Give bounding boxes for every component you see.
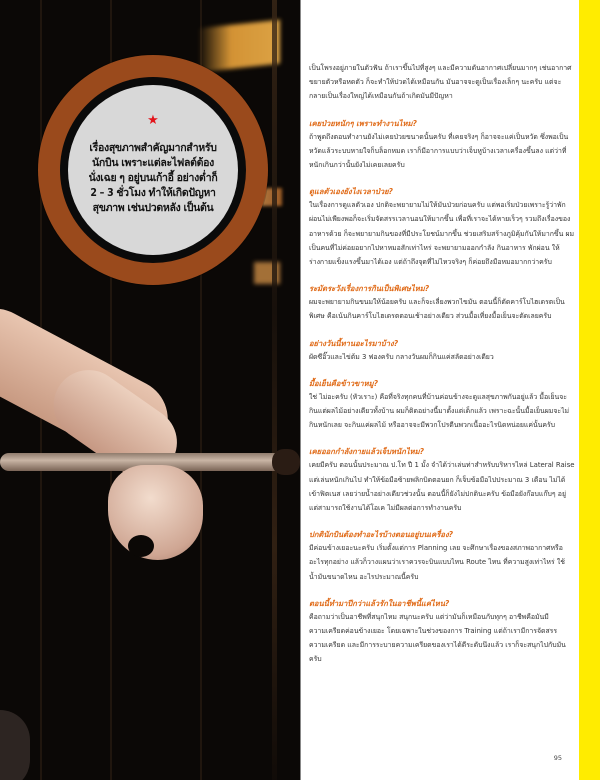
answer-paragraph: ผัดซีอิ๊วและไข่ต้ม 3 ฟองครับ กลางวันผมก็กินแค่สลัดอย่างเดียว (309, 352, 494, 361)
answer-paragraph: ถ้าพูดถึงตอนทำงานยังไม่เคยป่วยขนาดนั้นครับ ที่เคยจริงๆ ก็อาจจะแค่เป็นหวัด ซึ่งพอเป็นหวัดแล้วระบบหายใจก็บล็อกหมด เราก็มีอาการแบบว่าเจ็บหูบ้างเวลาเครื่องขึ้นลง แต่ว่าที่หนักเกินกว่านั้นยังไม่เคยเลยครับ (309, 132, 569, 170)
article-body (309, 61, 575, 667)
question-heading: อย่างวันนี้ทานอะไรมาบ้าง? (309, 338, 399, 348)
answer-paragraph: มีค่อนข้างเยอะนะครับ เริ่มตั้งแต่การ Planning เลย จะศึกษาเรื่องของสภาพอากาศหรืออะไรทุกอย่าง แล้วก็วางแผนว่าเราควรจะบินแบบไหน Route ไหน ที่ความสูงเท่าไหร่ ใช้น้ำมันขนาดไหน อะไรประมาณนี้ครับ (309, 544, 565, 581)
question-heading: ระมัดระวังเรื่องการกินเป็นพิเศษไหม? (309, 284, 430, 294)
answer-paragraph: ในเรื่องการดูแลตัวเอง ปกติจะพยายามไม่ให้มันป่วยก่อนครับ แต่พอเริ่มป่วยเพราะรู้ว่าพักผ่อนไม่เพียงพอก็จะเริ่มจัดสรรเวลานอนให้มากขึ้น เพื่อที่เราจะได้หายเร็วๆ รวมถึงเรื่องของอาหารด้วย ก็จะพยายามกินของที่มีประโยชน์มากขึ้น ช่วยเสริมสร้างภูมิคุ้มกันให้มากขึ้น ผมเป็นคนที่ไม่ค่อยอยากไปหาหมอสักเท่าไหร่ จะพยายามออกกำลัง กินอาหาร พักผ่อน ให้ร่างกายแข็งแรงขึ้นมาได้เอง แต่ถ้าถึงจุดที่ไม่ไหวจริงๆ ก็ค่อยถึงมือหมอมากกว่าครับ (309, 201, 575, 267)
intro-paragraph: เป็นโพรงอยู่ภายในตัวฟัน ถ้าเราขึ้นไปที่สูงๆ และมีความดันอากาศเปลี่ยนมากๆ เช่นอากาศขยายตัวหรือหดตัว ก็จะทำให้ปวดได้เหมือนกัน มันอาจจะดูเป็นเรื่องเล็กๆ นะครับ แต่จะกลายเป็นเรื่องใหญ่ได้เหมือนกันถ้าเกิดมันมีปัญหา (309, 64, 572, 101)
question-heading: ตอนนี้ทำมาปีกว่าแล้วรักในอาชีพนี้แค่ไหน? (309, 598, 450, 608)
shirt (0, 710, 30, 780)
callout-ring (60, 77, 246, 263)
qa-section (309, 185, 575, 269)
qa-section (309, 117, 575, 173)
question-heading: เคยป่วยหนักๆ เพราะทำงานไหม? (309, 118, 417, 128)
qa-section (309, 337, 575, 364)
qa-section (309, 282, 575, 323)
star-icon: ★ (147, 113, 159, 128)
callout-disc (68, 85, 238, 255)
pull-quote-callout (38, 55, 268, 285)
qa-section (309, 445, 575, 515)
qa-section (309, 597, 575, 667)
pole (272, 0, 277, 780)
decorative-yellow-strip (579, 0, 600, 780)
question-heading: ปกตินักบินต้องทำอะไรบ้างตอนอยู่บนเครื่อง? (309, 530, 454, 540)
pull-quote-text: เรื่องสุขภาพสำคัญมากสำหรับนักบิน เพราะแต่ละไฟลต์ต้องนั่งเฉย ๆ อยู่บนเก้าอี้ อย่างต่ำก็ 2 – 3 ชั่วโมง ทำให้เกิดปัญหาสุขภาพ เช่นปวดหลัง เป็นต้น (88, 142, 218, 214)
answer-paragraph: ผมจะพยายามกินขนมให้น้อยครับ และก็จะเลี่ยงพวกไขมัน ตอนนี้ก็ตัดคาร์โบไฮเดรตเป็นพิเศษ คือเน้นกินคาร์โบไฮเดรตตอนเช้าอย่างเดียว ส่วนมื้อเที่ยงมื้อเย็นจะตัดเลยครับ (309, 298, 565, 321)
question-heading: เคยออกกำลังกายแล้วเจ็บหนักไหม? (309, 447, 425, 457)
exercise-bar-grip (272, 449, 300, 475)
answer-paragraph: เคยมีครับ ตอนนั้นประมาณ ป.โท ปี 1 มั้ง จำได้ว่าเล่นท่าสำหรับบริหารไหล่ Lateral Raise แต่เล่นหนักเกินไป ทำให้ข้อมือซ้ายพลิกบิดตอนยก ก็เจ็บข้อมือไปประมาณ 3 เดือน ไม่ได้เข้าฟิตเนส เลยว่ายน้ำอย่างเดียวช่วงนั้น ตอนนี้ก็ยังไม่ปกตินะครับ ข้อมือยังก๊อบแก๊บๆ อยู่ แต่สามารถใช้งานได้โอเค ไม่มีผลต่อการทำงานครับ (309, 461, 575, 513)
page-number: 95 (553, 754, 562, 762)
article-column (300, 0, 580, 780)
hand-shadow (128, 535, 154, 557)
question-heading: มื้อเย็นคือข้าวขาหมู? (309, 378, 379, 388)
background-light (198, 20, 280, 73)
answer-paragraph: ใช่ ไม่อะครับ (หัวเราะ) คือที่จริงทุกคนที่บ้านค่อนข้างจะดูแลสุขภาพกันอยู่แล้ว มื้อเย็นจะกินแต่ผลไม้อย่างเดียวทั้งบ้าน ผมก็ติดอย่างนี้มาตั้งแต่เด็กแล้ว เพราะฉะนั้นมื้อเย็นผมจะไม่กินหนักเลย จะกินแค่ผลไม้ หรืออาจจะมีพวกโปรตีนพวกเนื้ออะไรนิดหน่อยแค่นั้นครับ (309, 392, 570, 430)
qa-section (309, 528, 575, 584)
question-heading: ดูแลตัวเองยังไงเวลาป่วย? (309, 187, 393, 197)
answer-paragraph: คือถามว่าเป็นอาชีพที่สนุกไหม สนุกนะครับ แต่ว่ามันก็เหมือนกับทุกๆ อาชีพคือมันมีความเครียดค่อนข้างเยอะ โดยเฉพาะในช่วงของการ Training แต่ถ้าเรามีการจัดสรรความเครียด และมีการระบายความเครียดของเราได้ดีระดับนึงแล้ว เราก็จะสนุกไปกับมันครับ (309, 612, 566, 664)
hand (108, 465, 203, 560)
qa-section (309, 377, 575, 433)
